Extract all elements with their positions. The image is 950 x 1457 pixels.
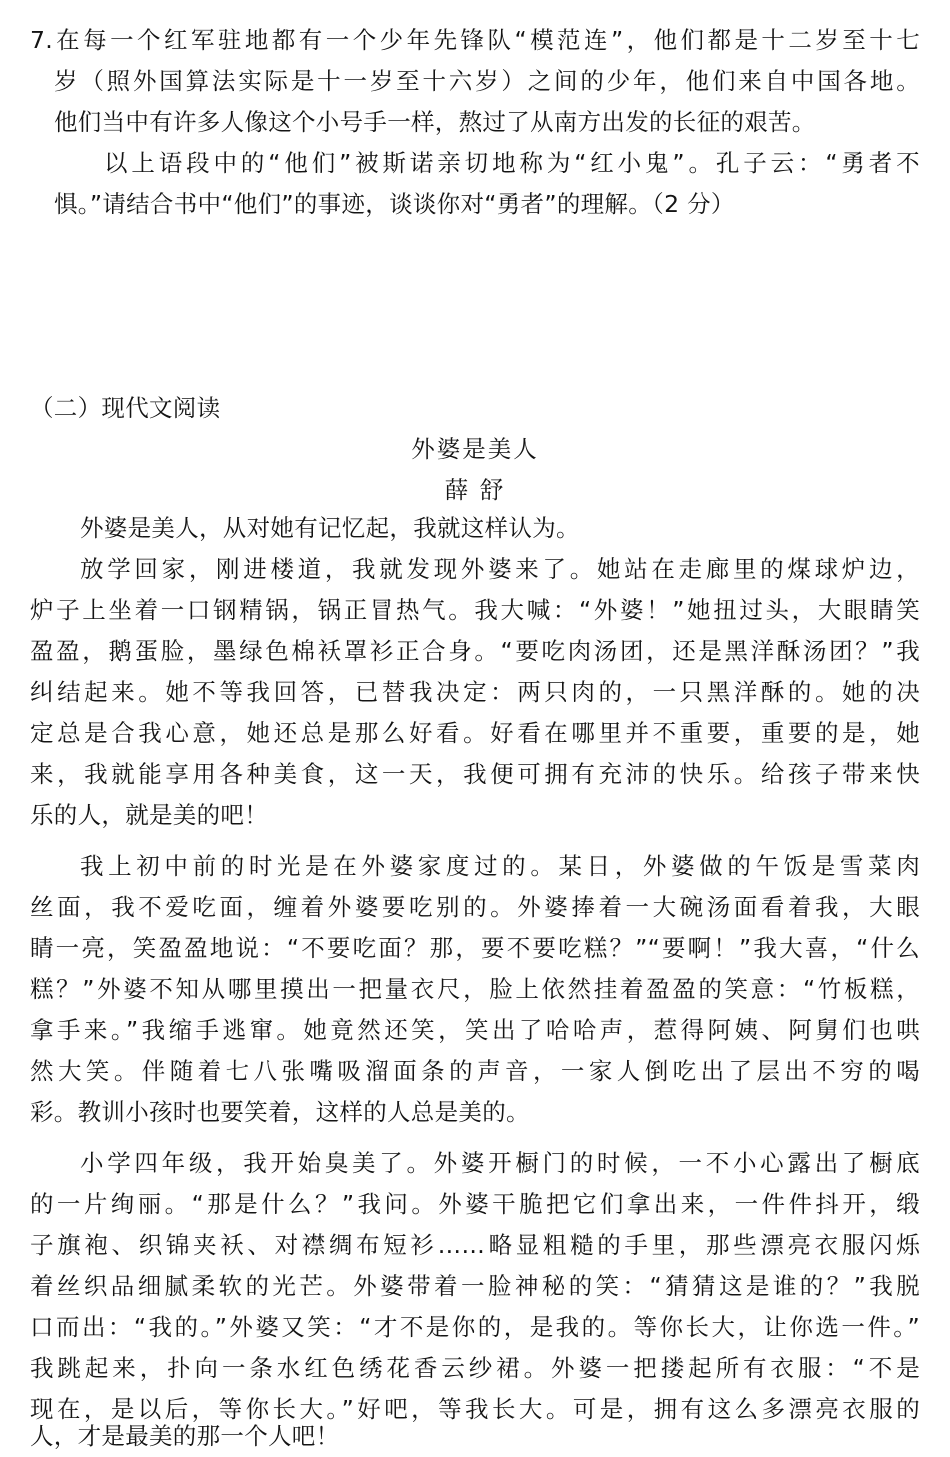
article-line: 来，我就能享用各种美食，这一天，我便可拥有充沛的快乐。给孩子带来快 xyxy=(30,760,920,788)
article-line: 盈盈，鹅蛋脸，墨绿色棉袄罩衫正合身。“要吃肉汤团，还是黑洋酥汤团？”我 xyxy=(30,637,920,665)
article-line: 我跳起来，扑向一条水红色绣花香云纱裙。外婆一把搂起所有衣服：“不是 xyxy=(30,1354,920,1382)
article-line: 外婆是美人，从对她有记忆起，我就这样认为。 xyxy=(80,514,580,542)
article-line: 的一片绚丽。“那是什么？”我问。外婆干脆把它们拿出来，一件件抖开，缎 xyxy=(30,1190,920,1218)
article-title: 外婆是美人 xyxy=(411,435,539,463)
question-7-line-2: 岁（照外国算法实际是十一岁至十六岁）之间的少年，他们来自中国各地。 xyxy=(54,67,920,95)
article-author: 薛 舒 xyxy=(444,476,506,504)
question-7-line-3: 他们当中有许多人像这个小号手一样，熬过了从南方出发的长征的艰苦。 xyxy=(54,108,816,136)
article-line: 子旗袍、织锦夹袄、对襟绸布短衫……略显粗糙的手里，那些漂亮衣服闪烁 xyxy=(30,1231,920,1259)
article-line: 着丝织品细腻柔软的光芒。外婆带着一脸神秘的笑：“猜猜这是谁的？”我脱 xyxy=(30,1272,920,1300)
article-line: 小学四年级，我开始臭美了。外婆开橱门的时候，一不小心露出了橱底 xyxy=(80,1149,920,1177)
question-7-line-1: 7.在每一个红军驻地都有一个少年先锋队“模范连”，他们都是十二岁至十七 xyxy=(30,26,920,54)
article-line: 我上初中前的时光是在外婆家度过的。某日，外婆做的午饭是雪菜肉 xyxy=(80,852,920,880)
article-line: 炉子上坐着一口钢精锅，锅正冒热气。我大喊：“外婆！”她扭过头，大眼睛笑 xyxy=(30,596,920,624)
article-line: 丝面，我不爱吃面，缠着外婆要吃别的。外婆捧着一大碗汤面看着我，大眼 xyxy=(30,893,920,921)
question-7-line-5: 惧。”请结合书中“他们”的事迹，谈谈你对“勇者”的理解。（2 分） xyxy=(54,190,735,218)
article-line: 然大笑。伴随着七八张嘴吸溜面条的声音，一家人倒吃出了层出不穷的喝 xyxy=(30,1057,920,1085)
article-line: 乐的人，就是美的吧！ xyxy=(30,801,268,829)
article-line: 睛一亮，笑盈盈地说：“不要吃面？那，要不要吃糕？”“要啊！”我大喜，“什么 xyxy=(30,934,920,962)
article-line: 纠结起来。她不等我回答，已替我决定：两只肉的，一只黑洋酥的。她的决 xyxy=(30,678,920,706)
article-line: 放学回家，刚进楼道，我就发现外婆来了。她站在走廊里的煤球炉边， xyxy=(80,555,920,583)
section-heading: （二）现代文阅读 xyxy=(30,394,221,422)
question-7-line-4: 以上语段中的“他们”被斯诺亲切地称为“红小鬼”。孔子云：“勇者不 xyxy=(104,149,920,177)
article-line: 糕？”外婆不知从哪里摸出一把量衣尺，脸上依然挂着盈盈的笑意：“竹板糕， xyxy=(30,975,920,1003)
article-line: 拿手来。”我缩手逃窜。她竟然还笑，笑出了哈哈声，惹得阿姨、阿舅们也哄 xyxy=(30,1016,920,1044)
article-line: 人，才是最美的那一个人吧！ xyxy=(30,1422,340,1450)
article-line: 定总是合我心意，她还总是那么好看。好看在哪里并不重要，重要的是，她 xyxy=(30,719,920,747)
article-line: 彩。教训小孩时也要笑着，这样的人总是美的。 xyxy=(30,1098,530,1126)
article-line: 口而出：“我的。”外婆又笑：“才不是你的，是我的。等你长大，让你选一件。” xyxy=(30,1313,920,1341)
article-line: 现在，是以后，等你长大。”好吧，等我长大。可是，拥有这么多漂亮衣服的 xyxy=(30,1395,920,1423)
